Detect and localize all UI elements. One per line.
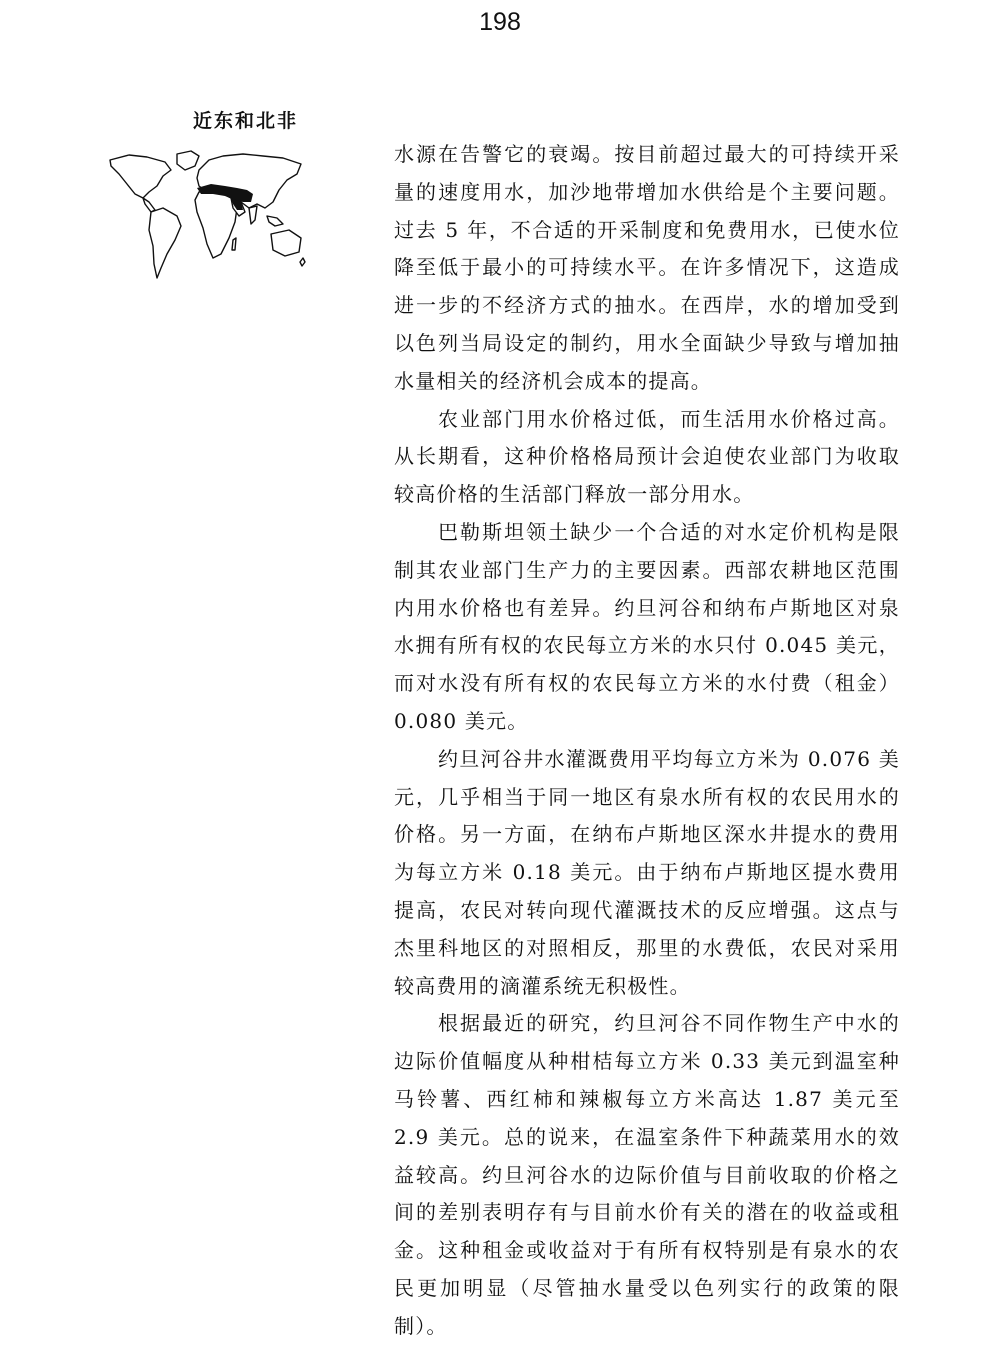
page-number: 198: [479, 8, 521, 36]
paragraph: 约旦河谷井水灌溉费用平均每立方米为 0.076 美元，几乎相当于同一地区有泉水所有权的农民用水的价格。另一方面，在纳布卢斯地区深水井提水的费用为每立方米 0.18 美元。由于纳布卢斯地区提水费用提高，农民对转向现代灌溉技术的反应增强。这点与杰里科地区的对照相反，那里的水费低，农民对采用较高费用的滴灌系统无积极性。: [394, 746, 900, 998]
region-label: 近东和北非: [193, 110, 299, 132]
world-map-highlight-icon: [107, 146, 307, 282]
main-text: [394, 136, 900, 1346]
paragraph: 巴勒斯坦领土缺少一个合适的对水定价机构是限制其农业部门生产力的主要因素。西部农耕地区范围内用水价格也有差异。约旦河谷和纳布卢斯地区对泉水拥有所有权的农民每立方米的水只付 0.045 美元，而对水没有所有权的农民每立方米的水付费（租金）0.080 美元。: [394, 519, 900, 733]
paragraph: 根据最近的研究，约旦河谷不同作物生产中水的边际价值幅度从种柑桔每立方米 0.33 美元到温室种马铃薯、西红柿和辣椒每立方米高达 1.87 美元至 2.9 美元。总的说来，在温室条件下种蔬菜用水的效益较高。约旦河谷水的边际价值与目前收取的价格之间的差别表明存有与目前水价有关的潜在的收益或租金。这种租金或收益对于有所有权特别是有泉水的农民更加明显（尽管抽水量受以色列实行的政策的限制）。: [394, 1011, 900, 1338]
paragraph: 水源在告警它的衰竭。按目前超过最大的可持续开采量的速度用水，加沙地带增加水供给是个主要问题。过去 5 年，不合适的开采制度和免费用水，已使水位降至低于最小的可持续水平。在许多情况下，这造成进一步的不经济方式的抽水。在西岸，水的增加受到以色列当局设定的制约，用水全面缺少导致与增加抽水量相关的经济机会成本的提高。: [394, 142, 900, 393]
paragraph: 农业部门用水价格过低，而生活用水价格过高。从长期看，这种价格格局预计会迫使农业部门为收取较高价格的生活部门释放一部分用水。: [394, 406, 900, 507]
